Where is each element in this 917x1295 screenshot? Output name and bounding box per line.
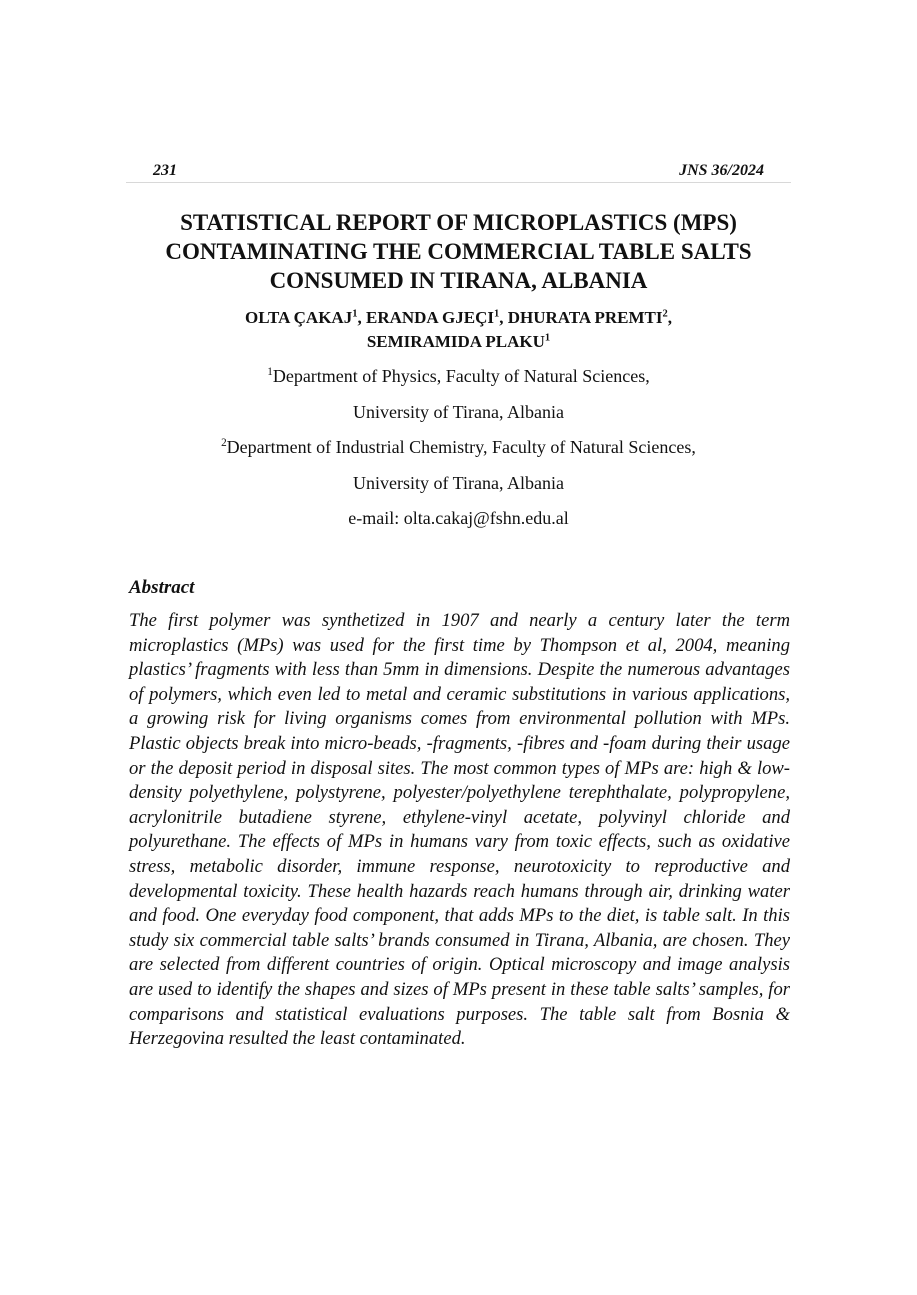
running-header xyxy=(126,160,791,183)
title-line-2: CONTAMINATING THE COMMERCIAL TABLE SALTS xyxy=(165,239,752,264)
author-name: OLTA ÇAKAJ xyxy=(244,308,353,327)
author-affiliation-marker: 1 xyxy=(544,332,551,344)
corresponding-email: e-mail: olta.cakaj@fshn.edu.al xyxy=(348,508,569,528)
title-line-1: STATISTICAL REPORT OF MICROPLASTICS (MPS) xyxy=(180,210,737,235)
author-separator: , xyxy=(499,308,508,327)
affiliation-2-line-1 xyxy=(100,435,817,459)
abstract-text: The first polymer was synthetized in 1907 and nearly a century later the term microplastics (MPs) was used for the first time by Thompson et al, 2004, meaning plastics’ fragments with less than 5mm in dimensions. Despite the numerous advantages of polymers, which even led to metal and ceramic substitutions in various applications, a growing risk for living organisms comes from environmental pollution with MPs. Plastic objects break into micro-beads, -fragments, -fibres and -foam during their usage or the deposit period in disposal sites. The most common types of MPs are: high & low-density polyethylene, polystyrene, polyester/polyethylene terephthalate, polypropylene, acrylonitrile butadiene styrene, ethylene-vinyl acetate, polyvinyl chloride and polyurethane. The effects of MPs in humans vary from toxic effects, such as oxidative stress, metabolic disorder, immune response, neurotoxicity to reproductive and developmental toxicity. These health hazards reach humans through air, drinking water and food. One everyday food component, that adds MPs to the diet, is table salt. In this study six commercial table salts’ brands consumed in Tirana, Albania, are chosen. They are selected from different countries of origin. Optical microscopy and image analysis are used to identify the shapes and sizes of MPs present in these table salts’ samples, for comparisons and statistical evaluations purposes. The table salt from Bosnia & Herzegovina resulted the least contaminated. xyxy=(129,610,790,1050)
affiliation-marker: 1 xyxy=(267,366,273,379)
affiliation-marker: 2 xyxy=(221,437,227,450)
author-affiliation-marker: 1 xyxy=(493,308,500,320)
affiliation-text: Department of Physics, Faculty of Natural Sciences, xyxy=(272,366,650,386)
author-list xyxy=(100,306,817,354)
affiliation-2-line-2: University of Tirana, Albania xyxy=(353,473,564,493)
author-name: ERANDA GJEÇI xyxy=(365,308,494,327)
journal-reference: JNS 36/2024 xyxy=(679,162,764,179)
author-name: DHURATA PREMTI xyxy=(507,308,663,327)
author-affiliation-marker: 1 xyxy=(352,308,358,320)
affiliation-1-line-2: University of Tirana, Albania xyxy=(353,402,564,422)
author-affiliation-marker: 2 xyxy=(662,308,668,320)
affiliation-1-line-1 xyxy=(100,364,817,388)
abstract-heading: Abstract xyxy=(129,577,195,598)
author-name: SEMIRAMIDA PLAKU xyxy=(366,332,545,351)
title-line-3: CONSUMED IN TIRANA, ALBANIA xyxy=(269,268,648,293)
paper-title xyxy=(100,208,817,295)
author-separator: , xyxy=(667,308,673,327)
author-separator: , xyxy=(357,308,366,327)
affiliation-text: Department of Industrial Chemistry, Faculty of Natural Sciences, xyxy=(226,437,696,457)
author-line-2 xyxy=(100,330,817,354)
page-number: 231 xyxy=(153,162,177,179)
author-line-1 xyxy=(100,306,817,330)
